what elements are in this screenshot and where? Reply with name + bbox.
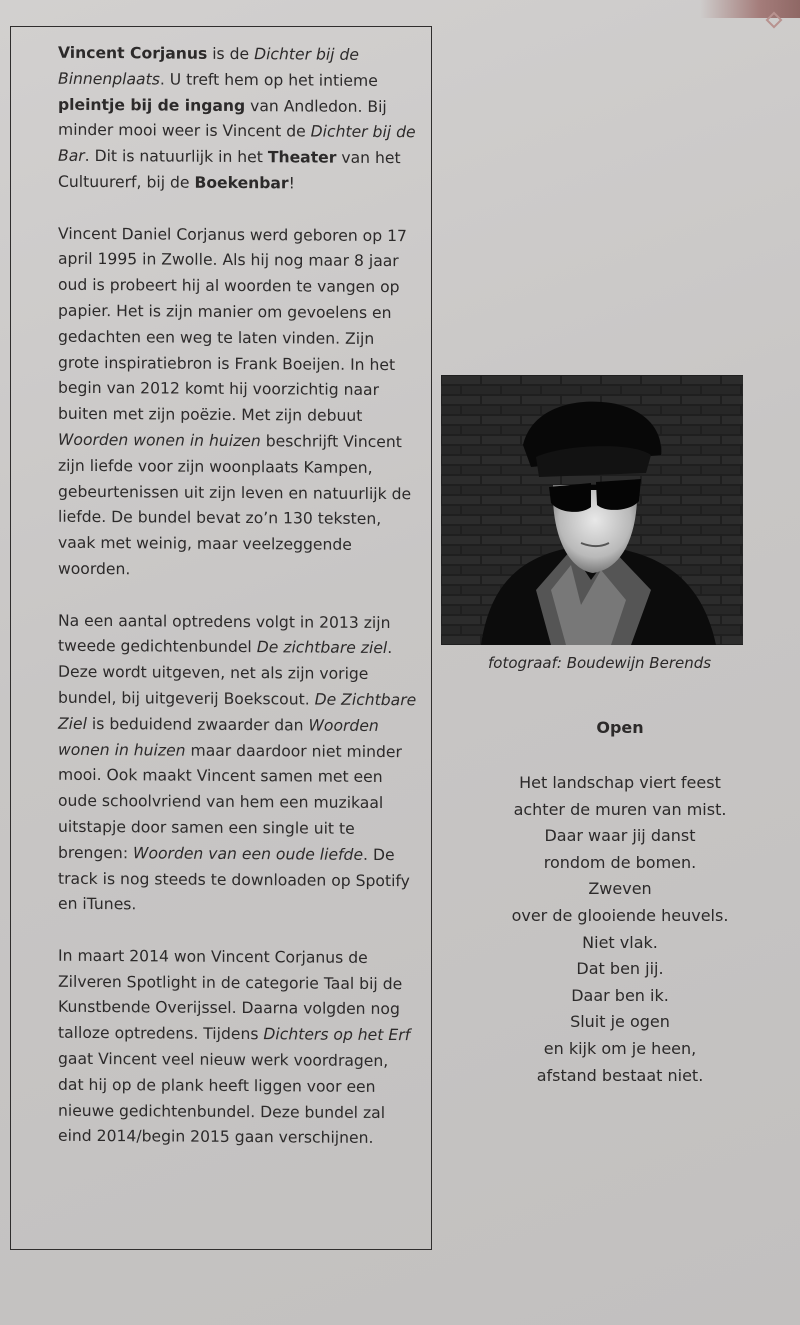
location-pleintje: pleintje bij de ingang — [58, 95, 246, 115]
bio-text-span: . U treft hem op het intieme — [159, 70, 378, 90]
bio-text — [58, 41, 418, 1179]
book-title-second-alt: De Zichtbare Ziel — [58, 690, 417, 733]
poem-line: over de glooiende heuvels. — [511, 905, 729, 925]
poem-line: Het landschap viert feest — [519, 773, 721, 792]
poem-line: afstand bestaat niet. — [536, 1065, 704, 1085]
bio-paragraph-4 — [58, 944, 418, 1153]
bio-text-span: gaat Vincent veel nieuw werk voordragen, dat hij op de plank heeft liggen voor een nieuwe gedichtenbundel. Deze bundel zal eind 2014/begin 2015 gaan verschijnen. — [58, 1049, 389, 1148]
bio-text-span: Na een aantal optredens volgt in 2013 zijn tweede gedichtenbundel — [58, 611, 391, 657]
bio-text-span: van Andledon. Bij minder mooi weer is Vincent de — [58, 96, 387, 141]
page-edge-strip — [700, 0, 800, 18]
bio-name: Vincent Corjanus — [58, 43, 208, 63]
poem-line: Daar ben ik. — [571, 985, 669, 1005]
single-title: Woorden van een oude liefde — [133, 843, 364, 864]
bio-text-span: In maart 2014 won Vincent Corjanus de Zilveren Spotlight in de categorie Taal bij de Kunstbende Overijssel. Daarna volgden nog talloze optredens. Tijdens — [58, 946, 403, 1044]
theater-word: Theater — [267, 148, 337, 167]
bio-text-span: ! — [288, 174, 295, 193]
bio-text-span: . Deze wordt uitgeven, net als zijn vorige bundel, bij uitgeverij Boekscout. — [58, 639, 393, 709]
poem-line: Daar waar jij danst — [544, 826, 696, 846]
poem-line: achter de muren van mist. — [513, 799, 727, 819]
bio-paragraph-1 — [58, 41, 418, 198]
poem-line: rondom de bomen. — [543, 852, 697, 872]
book-title-debut: Woorden wonen in huizen — [58, 430, 261, 451]
poem-line: Sluit je ogen — [570, 1012, 670, 1032]
bio-text-span: Vincent Daniel Corjanus werd geboren op 17 april 1995 in Zwolle. Als hij nog maar 8 jaar oud is probeert hij al woorden te vangen op papier. Het is zijn manier om gevoelens en gedachten een weg te laten vinden. Zijn grote inspiratiebron is Frank Boeijen. In het begin van 2012 komt hij voorzichtig naar buiten met zijn poëzie. Met zijn debuut — [58, 224, 407, 426]
bio-text-span: . De track is nog steeds te downloaden op Spotify en iTunes. — [58, 845, 410, 914]
bio-text-span: van het Cultuurerf, bij de — [58, 148, 401, 192]
bio-text-span: . Dit is natuurlijk in het — [84, 147, 268, 167]
role-bar: Dichter bij de Bar — [58, 122, 416, 166]
book-title-debut-ref: Woorden wonen in huizen — [58, 716, 379, 760]
poem-line: en kijk om je heen, — [543, 1038, 697, 1058]
bio-paragraph-3 — [58, 608, 418, 920]
portrait-illustration — [441, 375, 743, 645]
book-title-second: De zichtbare ziel — [256, 638, 388, 658]
poem-title: Open — [596, 718, 644, 737]
poem-line: Dat ben jij. — [576, 959, 664, 979]
event-title: Dichters op het Erf — [263, 1025, 411, 1045]
photo-caption: fotograaf: Boudewijn Berends — [488, 654, 712, 672]
bio-text-span: beschrijft Vincent zijn liefde voor zijn woonplaats Kampen, gebeurtenissen uit zijn leven en natuurlijk de liefde. De bundel bevat zo’n 130 teksten, vaak met weinig, maar veelzeggende woorden. — [58, 432, 412, 579]
poem-line: Niet vlak. — [582, 932, 658, 952]
poem — [470, 770, 770, 1089]
bio-paragraph-2 — [58, 221, 418, 585]
boekenbar-word: Boekenbar — [194, 173, 289, 193]
poem-line: Zweven — [588, 879, 652, 899]
role-binnenplaats: Dichter bij de Binnenplaats — [58, 45, 359, 89]
bio-text-span: maar daardoor niet minder mooi. Ook maakt Vincent samen met een oude schoolvriend van hem een muzikaal uitstapje door samen een single uit te brengen: — [58, 741, 402, 862]
bio-text-span: is de — [207, 44, 255, 64]
bio-text-span: is beduidend zwaarder dan — [86, 714, 309, 735]
portrait-photo — [441, 375, 743, 645]
